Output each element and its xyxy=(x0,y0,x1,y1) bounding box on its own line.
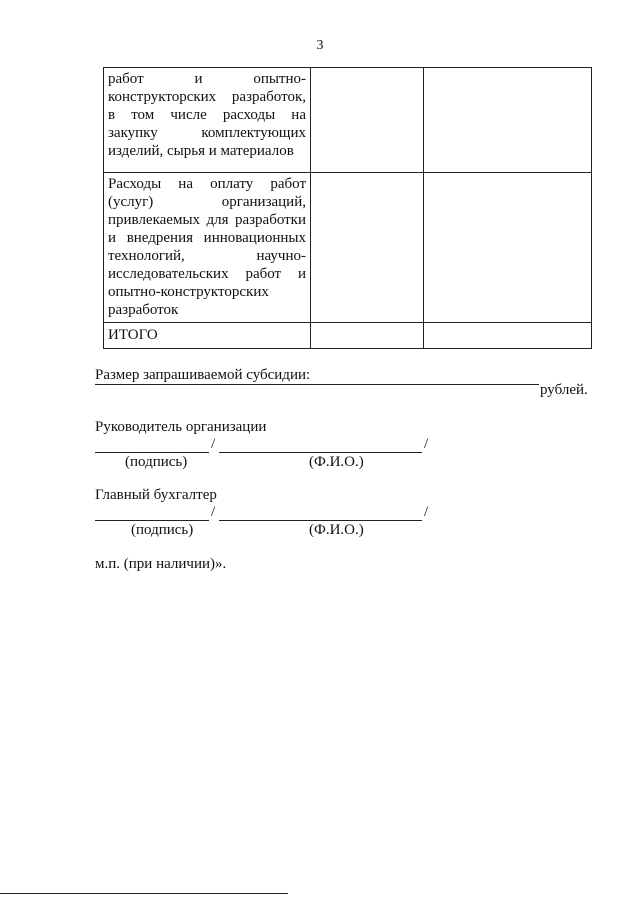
subsidy-label: Размер запрашиваемой субсидии: xyxy=(95,367,311,383)
table-row-total xyxy=(104,323,592,349)
expense-name-cell xyxy=(104,173,311,323)
slash-divider: / xyxy=(424,504,429,520)
cell-line: изделий, сырья и материалов xyxy=(108,143,294,159)
cell-line: (услуг) организаций, xyxy=(108,194,306,210)
head-name-caption: (Ф.И.О.) xyxy=(309,454,364,470)
cell-line: опытно-конструкторских xyxy=(108,284,269,300)
slash-divider: / xyxy=(424,436,429,452)
table-row xyxy=(104,173,592,323)
cell-line: и внедрения инновационных xyxy=(108,230,306,246)
subsidy-unit: рублей. xyxy=(540,382,588,398)
slash-divider: / xyxy=(211,436,216,452)
stamp-note: м.п. (при наличии)». xyxy=(95,556,227,572)
accountant-title: Главный бухгалтер xyxy=(95,487,217,503)
cell-line: разработок xyxy=(108,302,179,318)
total-label-cell xyxy=(104,323,311,349)
head-signature-caption: (подпись) xyxy=(125,454,188,470)
cell-line: в том числе расходы на xyxy=(108,107,306,123)
cell-line: исследовательских работ и xyxy=(108,266,306,282)
total-amount-cell xyxy=(311,323,424,349)
subsidy-amount-line xyxy=(95,384,539,385)
expense-name-cell xyxy=(104,68,311,173)
cell-line: работ и опытно- xyxy=(108,71,306,87)
amount-cell xyxy=(424,173,592,323)
accountant-signature-caption: (подпись) xyxy=(131,522,194,538)
footnote-separator xyxy=(0,893,288,894)
accountant-name-caption: (Ф.И.О.) xyxy=(309,522,364,538)
cell-line: закупку комплектующих xyxy=(108,125,306,141)
slash-divider: / xyxy=(211,504,216,520)
amount-cell xyxy=(311,68,424,173)
page-number: 3 xyxy=(316,38,324,53)
cell-line: конструкторских разработок, xyxy=(108,89,306,105)
amount-cell xyxy=(424,68,592,173)
cell-line: привлекаемых для разработки xyxy=(108,212,306,228)
cell-line: Расходы на оплату работ xyxy=(108,176,306,192)
amount-cell xyxy=(311,173,424,323)
head-title: Руководитель организации xyxy=(95,419,267,435)
total-label: ИТОГО xyxy=(108,327,158,343)
total-amount-cell xyxy=(424,323,592,349)
table-row xyxy=(104,68,592,173)
expense-table xyxy=(103,67,592,349)
cell-line: технологий, научно- xyxy=(108,248,306,264)
